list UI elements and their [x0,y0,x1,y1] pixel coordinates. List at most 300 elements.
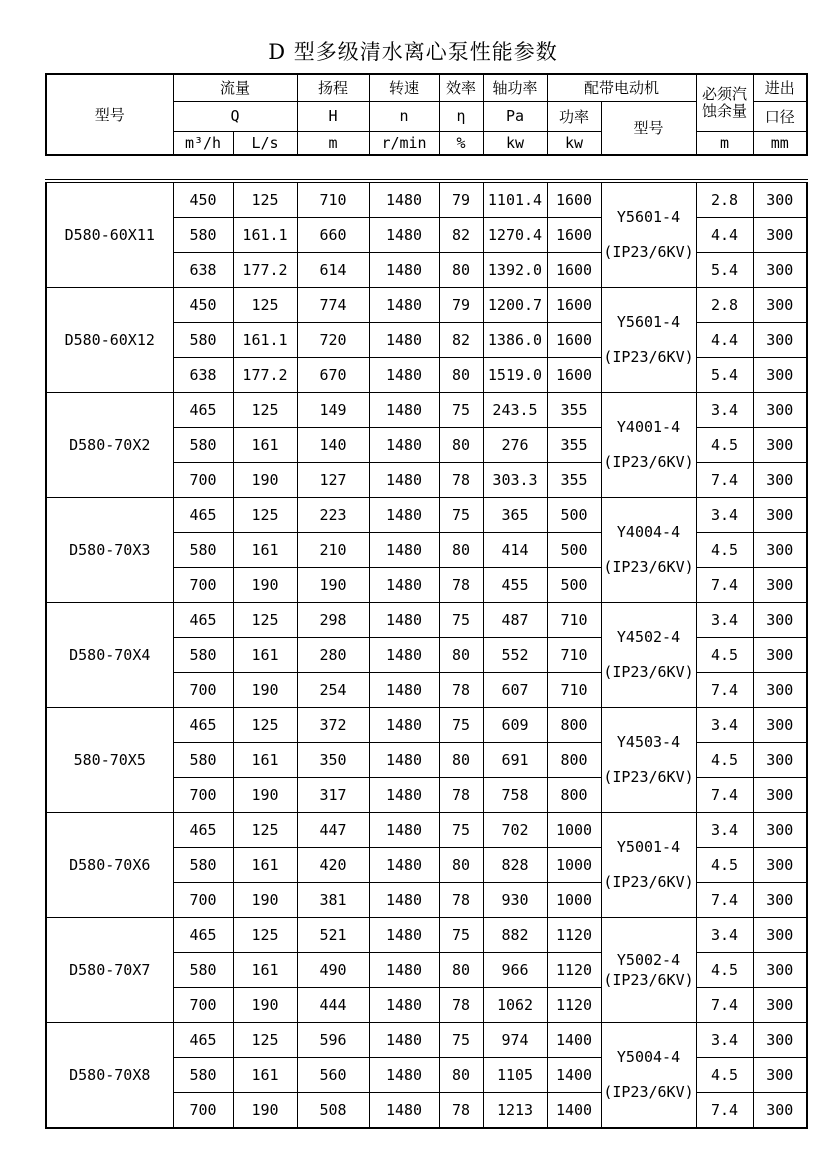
pump-model-cell: D580-60X11 [46,181,173,288]
cell-q_ls: 161 [233,848,297,883]
cell-q_m3h: 465 [173,393,233,428]
cell-npsh: 4.5 [696,743,753,778]
motor-model: Y4503-4 [616,733,681,751]
unit-m: m [297,131,369,155]
cell-power: 1600 [547,253,601,288]
cell-port: 300 [753,778,807,813]
cell-q_m3h: 638 [173,253,233,288]
cell-port: 300 [753,953,807,988]
motor-model-cell [601,603,696,708]
cell-n: 1480 [369,393,439,428]
header-port-top: 进出 [753,74,807,101]
cell-h: 508 [297,1093,369,1129]
cell-n: 1480 [369,778,439,813]
cell-q_ls: 161 [233,638,297,673]
motor-spec: (IP23/6KV) [603,348,694,366]
cell-q_m3h: 450 [173,181,233,218]
motor-spec: (IP23/6KV) [603,768,694,786]
cell-eta: 80 [439,743,483,778]
motor-spec: (IP23/6KV) [603,971,694,989]
cell-n: 1480 [369,848,439,883]
cell-n: 1480 [369,988,439,1023]
cell-npsh: 4.4 [696,323,753,358]
cell-port: 300 [753,708,807,743]
cell-h: 420 [297,848,369,883]
pump-model-cell: D580-70X7 [46,918,173,1023]
cell-port: 300 [753,428,807,463]
motor-model-cell [601,288,696,393]
cell-eta: 75 [439,498,483,533]
cell-npsh: 7.4 [696,673,753,708]
cell-q_m3h: 465 [173,1023,233,1058]
cell-n: 1480 [369,1093,439,1129]
cell-port: 300 [753,1093,807,1129]
cell-eta: 78 [439,673,483,708]
cell-pa: 930 [483,883,547,918]
cell-power: 355 [547,463,601,498]
cell-n: 1480 [369,568,439,603]
cell-eta: 80 [439,638,483,673]
cell-pa: 276 [483,428,547,463]
header-port-bottom: 口径 [753,101,807,131]
cell-npsh: 7.4 [696,1093,753,1129]
cell-pa: 552 [483,638,547,673]
cell-npsh: 4.5 [696,428,753,463]
cell-n: 1480 [369,918,439,953]
cell-n: 1480 [369,288,439,323]
cell-power: 1000 [547,883,601,918]
header-table [45,73,808,156]
cell-pa: 365 [483,498,547,533]
cell-pa: 607 [483,673,547,708]
cell-q_ls: 177.2 [233,358,297,393]
cell-h: 447 [297,813,369,848]
cell-eta: 75 [439,1023,483,1058]
cell-power: 1600 [547,358,601,393]
cell-pa: 1101.4 [483,181,547,218]
cell-q_ls: 125 [233,813,297,848]
cell-eta: 75 [439,603,483,638]
cell-q_ls: 125 [233,288,297,323]
cell-q_m3h: 700 [173,463,233,498]
header-shaft-power: 轴功率 [483,74,547,101]
cell-q_m3h: 700 [173,673,233,708]
cell-eta: 80 [439,358,483,393]
motor-spec: (IP23/6KV) [603,1083,694,1101]
cell-eta: 78 [439,568,483,603]
cell-q_ls: 190 [233,673,297,708]
cell-pa: 702 [483,813,547,848]
header-npsh-line1: 必须汽 [702,84,748,103]
cell-n: 1480 [369,708,439,743]
cell-eta: 78 [439,463,483,498]
cell-power: 710 [547,638,601,673]
cell-q_m3h: 465 [173,708,233,743]
cell-port: 300 [753,498,807,533]
cell-port: 300 [753,673,807,708]
cell-h: 670 [297,358,369,393]
cell-port: 300 [753,393,807,428]
cell-q_m3h: 580 [173,848,233,883]
cell-q_ls: 161 [233,743,297,778]
cell-eta: 75 [439,393,483,428]
cell-h: 710 [297,181,369,218]
unit-ls: L/s [233,131,297,155]
cell-npsh: 3.4 [696,498,753,533]
header-speed-n: n [369,101,439,131]
cell-pa: 758 [483,778,547,813]
cell-q_ls: 190 [233,778,297,813]
cell-power: 1400 [547,1058,601,1093]
cell-port: 300 [753,918,807,953]
cell-q_ls: 161 [233,953,297,988]
cell-h: 596 [297,1023,369,1058]
cell-eta: 80 [439,848,483,883]
cell-q_ls: 161 [233,1058,297,1093]
cell-npsh: 5.4 [696,253,753,288]
cell-q_m3h: 580 [173,428,233,463]
cell-q_ls: 161 [233,533,297,568]
cell-eta: 82 [439,218,483,253]
unit-percent: % [439,131,483,155]
cell-pa: 1386.0 [483,323,547,358]
table-row [46,181,807,218]
cell-n: 1480 [369,813,439,848]
motor-model: Y4004-4 [616,523,681,541]
cell-pa: 691 [483,743,547,778]
cell-power: 1120 [547,988,601,1023]
motor-model-cell [601,1023,696,1129]
cell-power: 500 [547,568,601,603]
cell-power: 500 [547,498,601,533]
cell-n: 1480 [369,253,439,288]
cell-q_m3h: 580 [173,218,233,253]
cell-eta: 80 [439,1058,483,1093]
motor-model: Y5002-4 [616,951,681,969]
cell-npsh: 3.4 [696,918,753,953]
cell-eta: 80 [439,953,483,988]
cell-power: 1120 [547,953,601,988]
motor-model: Y5001-4 [616,838,681,856]
cell-power: 1400 [547,1093,601,1129]
cell-n: 1480 [369,463,439,498]
cell-h: 317 [297,778,369,813]
cell-eta: 79 [439,181,483,218]
cell-npsh: 4.5 [696,953,753,988]
unit-rmin: r/min [369,131,439,155]
motor-spec: (IP23/6KV) [603,453,694,471]
table-row [46,288,807,323]
table-row [46,1023,807,1058]
table-row [46,603,807,638]
cell-pa: 1392.0 [483,253,547,288]
cell-n: 1480 [369,428,439,463]
cell-power: 800 [547,778,601,813]
cell-port: 300 [753,1023,807,1058]
cell-pa: 303.3 [483,463,547,498]
cell-q_m3h: 700 [173,883,233,918]
header-motor-model: 型号 [601,101,696,155]
cell-q_ls: 190 [233,988,297,1023]
header-motor: 配带电动机 [547,74,696,101]
cell-power: 500 [547,533,601,568]
motor-model: Y4502-4 [616,628,681,646]
cell-port: 300 [753,218,807,253]
pump-model-cell: D580-70X4 [46,603,173,708]
cell-h: 614 [297,253,369,288]
cell-eta: 75 [439,813,483,848]
table-row [46,393,807,428]
cell-power: 710 [547,673,601,708]
cell-q_ls: 177.2 [233,253,297,288]
cell-eta: 78 [439,778,483,813]
cell-eta: 78 [439,1093,483,1129]
cell-n: 1480 [369,498,439,533]
cell-n: 1480 [369,533,439,568]
cell-npsh: 4.5 [696,848,753,883]
cell-power: 1600 [547,181,601,218]
cell-port: 300 [753,568,807,603]
cell-eta: 75 [439,918,483,953]
cell-npsh: 3.4 [696,603,753,638]
cell-h: 298 [297,603,369,638]
pump-model-cell: D580-70X2 [46,393,173,498]
cell-npsh: 3.4 [696,393,753,428]
unit-npsh-m: m [696,131,753,155]
cell-npsh: 7.4 [696,883,753,918]
motor-model-cell [601,181,696,288]
cell-npsh: 4.5 [696,1058,753,1093]
cell-q_m3h: 638 [173,358,233,393]
cell-power: 355 [547,393,601,428]
cell-eta: 80 [439,428,483,463]
header-npsh-line2: 蚀余量 [702,101,748,120]
table-row [46,498,807,533]
cell-h: 560 [297,1058,369,1093]
cell-q_ls: 161.1 [233,323,297,358]
cell-eta: 80 [439,533,483,568]
cell-power: 710 [547,603,601,638]
cell-h: 490 [297,953,369,988]
cell-eta: 82 [439,323,483,358]
cell-n: 1480 [369,218,439,253]
cell-h: 444 [297,988,369,1023]
cell-q_m3h: 580 [173,638,233,673]
cell-npsh: 3.4 [696,1023,753,1058]
cell-npsh: 5.4 [696,358,753,393]
cell-npsh: 3.4 [696,708,753,743]
cell-eta: 78 [439,988,483,1023]
cell-q_ls: 125 [233,1023,297,1058]
cell-npsh: 4.5 [696,638,753,673]
cell-npsh: 3.4 [696,813,753,848]
motor-model-cell [601,918,696,1023]
cell-port: 300 [753,988,807,1023]
cell-pa: 455 [483,568,547,603]
cell-q_ls: 161.1 [233,218,297,253]
header-model: 型号 [46,74,173,155]
motor-spec: (IP23/6KV) [603,873,694,891]
cell-q_ls: 125 [233,603,297,638]
cell-port: 300 [753,848,807,883]
motor-model: Y5004-4 [616,1048,681,1066]
cell-power: 800 [547,708,601,743]
motor-model: Y5601-4 [616,313,681,331]
cell-q_m3h: 580 [173,743,233,778]
cell-h: 521 [297,918,369,953]
pump-model-cell: D580-70X3 [46,498,173,603]
cell-h: 254 [297,673,369,708]
header-speed: 转速 [369,74,439,101]
cell-q_ls: 125 [233,393,297,428]
cell-port: 300 [753,323,807,358]
table-row [46,708,807,743]
cell-q_m3h: 465 [173,918,233,953]
cell-pa: 882 [483,918,547,953]
cell-n: 1480 [369,883,439,918]
header-efficiency-eta: η [439,101,483,131]
cell-h: 660 [297,218,369,253]
cell-q_m3h: 450 [173,288,233,323]
cell-npsh: 4.4 [696,218,753,253]
cell-pa: 828 [483,848,547,883]
cell-q_m3h: 580 [173,323,233,358]
cell-power: 1600 [547,288,601,323]
cell-pa: 414 [483,533,547,568]
header-flow-q: Q [173,101,297,131]
header-flow: 流量 [173,74,297,101]
cell-port: 300 [753,743,807,778]
cell-power: 1000 [547,813,601,848]
motor-model-cell [601,393,696,498]
cell-pa: 1270.4 [483,218,547,253]
cell-n: 1480 [369,953,439,988]
cell-q_ls: 161 [233,428,297,463]
cell-q_ls: 190 [233,568,297,603]
cell-pa: 1519.0 [483,358,547,393]
cell-h: 190 [297,568,369,603]
cell-n: 1480 [369,181,439,218]
cell-eta: 75 [439,708,483,743]
cell-port: 300 [753,181,807,218]
cell-q_m3h: 580 [173,1058,233,1093]
pump-model-cell: D580-60X12 [46,288,173,393]
cell-q_ls: 125 [233,918,297,953]
motor-model: Y5601-4 [616,208,681,226]
pump-model-cell: D580-70X8 [46,1023,173,1129]
header-npsh [696,74,753,131]
cell-npsh: 7.4 [696,778,753,813]
cell-power: 1600 [547,218,601,253]
header-shaft-power-pa: Pa [483,101,547,131]
cell-pa: 966 [483,953,547,988]
cell-port: 300 [753,533,807,568]
cell-port: 300 [753,1058,807,1093]
cell-h: 127 [297,463,369,498]
cell-n: 1480 [369,323,439,358]
cell-q_m3h: 580 [173,533,233,568]
cell-q_m3h: 700 [173,1093,233,1129]
cell-h: 774 [297,288,369,323]
unit-kw-motor: kw [547,131,601,155]
cell-n: 1480 [369,743,439,778]
cell-port: 300 [753,358,807,393]
cell-pa: 974 [483,1023,547,1058]
cell-pa: 1200.7 [483,288,547,323]
page-title: D 型多级清水离心泵性能参数 [268,40,558,64]
cell-power: 1120 [547,918,601,953]
cell-port: 300 [753,288,807,323]
cell-eta: 78 [439,883,483,918]
cell-pa: 487 [483,603,547,638]
header-motor-power: 功率 [547,101,601,131]
cell-q_m3h: 465 [173,603,233,638]
cell-npsh: 2.8 [696,181,753,218]
cell-eta: 79 [439,288,483,323]
cell-power: 1000 [547,848,601,883]
cell-h: 381 [297,883,369,918]
cell-npsh: 7.4 [696,988,753,1023]
pump-model-cell: 580-70X5 [46,708,173,813]
cell-q_m3h: 580 [173,953,233,988]
cell-port: 300 [753,603,807,638]
cell-pa: 609 [483,708,547,743]
motor-model: Y4001-4 [616,418,681,436]
cell-n: 1480 [369,673,439,708]
cell-port: 300 [753,883,807,918]
cell-power: 1400 [547,1023,601,1058]
cell-npsh: 7.4 [696,463,753,498]
cell-eta: 80 [439,253,483,288]
cell-port: 300 [753,253,807,288]
cell-n: 1480 [369,638,439,673]
unit-mm: mm [753,131,807,155]
cell-q_ls: 125 [233,708,297,743]
cell-q_ls: 190 [233,883,297,918]
cell-npsh: 4.5 [696,533,753,568]
table-row [46,813,807,848]
cell-h: 372 [297,708,369,743]
cell-pa: 1105 [483,1058,547,1093]
unit-m3h: m³/h [173,131,233,155]
cell-h: 210 [297,533,369,568]
cell-power: 355 [547,428,601,463]
cell-port: 300 [753,813,807,848]
cell-q_m3h: 465 [173,813,233,848]
cell-npsh: 2.8 [696,288,753,323]
cell-q_ls: 125 [233,181,297,218]
cell-h: 350 [297,743,369,778]
motor-spec: (IP23/6KV) [603,558,694,576]
cell-q_m3h: 465 [173,498,233,533]
cell-n: 1480 [369,1023,439,1058]
pump-data-table [45,179,808,1129]
motor-model-cell [601,498,696,603]
motor-model-cell [601,813,696,918]
cell-power: 1600 [547,323,601,358]
cell-h: 280 [297,638,369,673]
cell-h: 223 [297,498,369,533]
cell-q_ls: 190 [233,1093,297,1129]
cell-pa: 243.5 [483,393,547,428]
cell-q_ls: 125 [233,498,297,533]
cell-n: 1480 [369,603,439,638]
pump-model-cell: D580-70X6 [46,813,173,918]
motor-spec: (IP23/6KV) [603,243,694,261]
cell-h: 140 [297,428,369,463]
table-row [46,918,807,953]
cell-h: 720 [297,323,369,358]
